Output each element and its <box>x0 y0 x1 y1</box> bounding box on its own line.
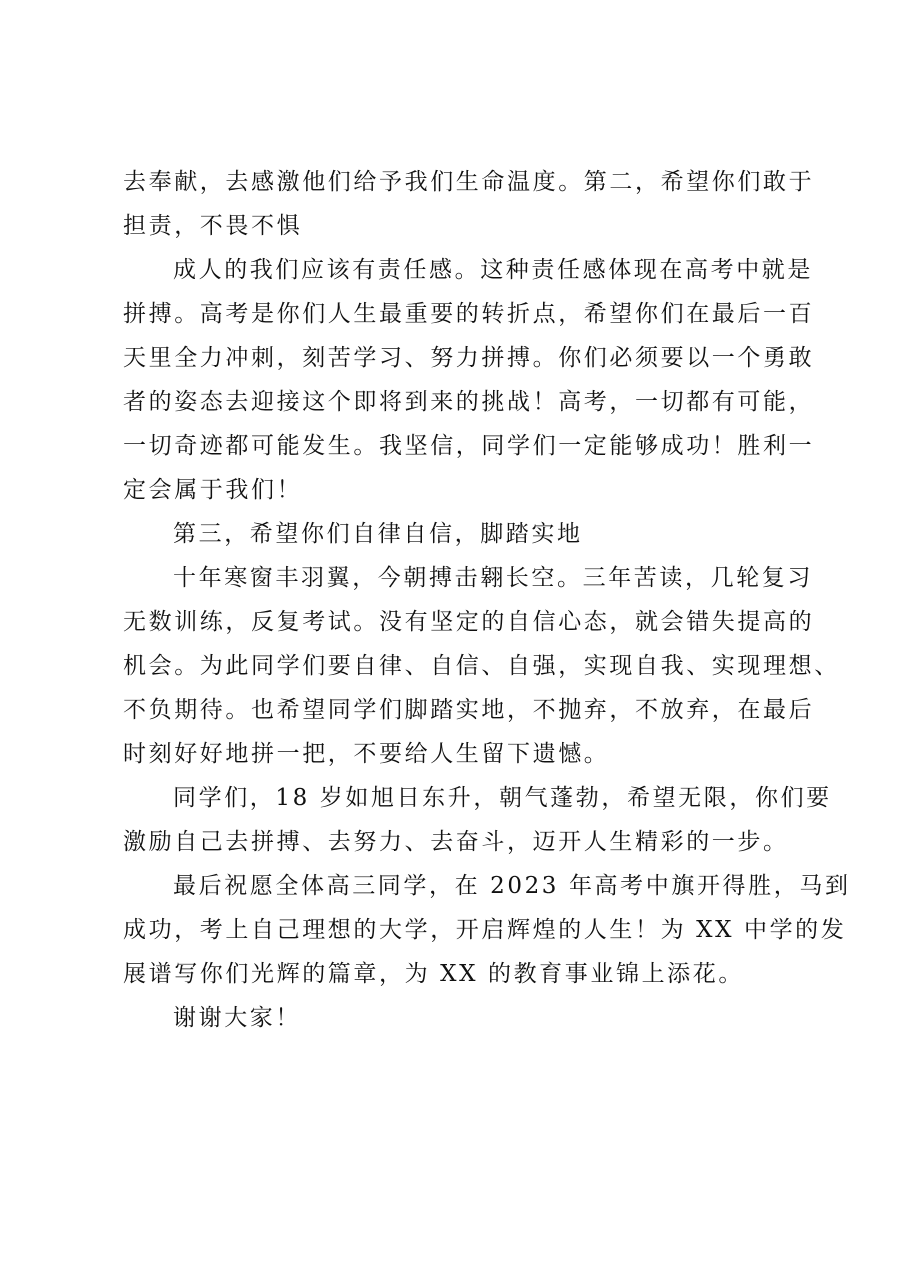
text-line: 成功，考上自己理想的大学，开启辉煌的人生！为 XX 中学的发 <box>123 917 847 943</box>
text-line: 不负期待。也希望同学们脚踏实地，不抛弃，不放弃，在最后 <box>123 697 815 723</box>
text-line: 者的姿态去迎接这个即将到来的挑战！高考，一切都有可能， <box>123 389 815 415</box>
text-line: 时刻好好地拼一把，不要给人生留下遗憾。 <box>123 741 610 767</box>
text-line: 一切奇迹都可能发生。我坚信，同学们一定能够成功！胜利一 <box>123 433 815 459</box>
text-line: 无数训练，反复考试。没有坚定的自信心态，就会错失提高的 <box>123 609 815 635</box>
text-line: 拼搏。高考是你们人生最重要的转折点，希望你们在最后一百 <box>123 301 815 327</box>
section-heading-line: 第三，希望你们自律自信，脚踏实地 <box>173 521 583 547</box>
document-body <box>123 160 851 1040</box>
text-line: 机会。为此同学们要自律、自信、自强，实现自我、实现理想、 <box>123 653 840 679</box>
paragraph-start-line: 成人的我们应该有责任感。这种责任感体现在高考中就是 <box>173 257 813 283</box>
paragraph-start-line: 最后祝愿全体高三同学，在 2023 年高考中旗开得胜，马到 <box>173 873 851 899</box>
closing-line: 谢谢大家！ <box>173 1005 301 1031</box>
paragraph-start-line: 同学们，18 岁如旭日东升，朝气蓬勃，希望无限，你们要 <box>173 785 832 811</box>
paragraph-start-line: 十年寒窗丰羽翼，今朝搏击翱长空。三年苦读，几轮复习 <box>173 565 813 591</box>
text-line: 天里全力冲刺，刻苦学习、努力拼搏。你们必须要以一个勇敢 <box>123 345 815 371</box>
text-line: 担责，不畏不惧 <box>123 213 303 239</box>
text-line: 定会属于我们！ <box>123 477 303 503</box>
text-line: 激励自己去拼搏、去努力、去奋斗，迈开人生精彩的一步。 <box>123 829 789 855</box>
text-line: 展谱写你们光辉的篇章，为 XX 的教育事业锦上添花。 <box>123 961 744 987</box>
text-line: 去奉献，去感激他们给予我们生命温度。第二，希望你们敢于 <box>123 169 815 195</box>
